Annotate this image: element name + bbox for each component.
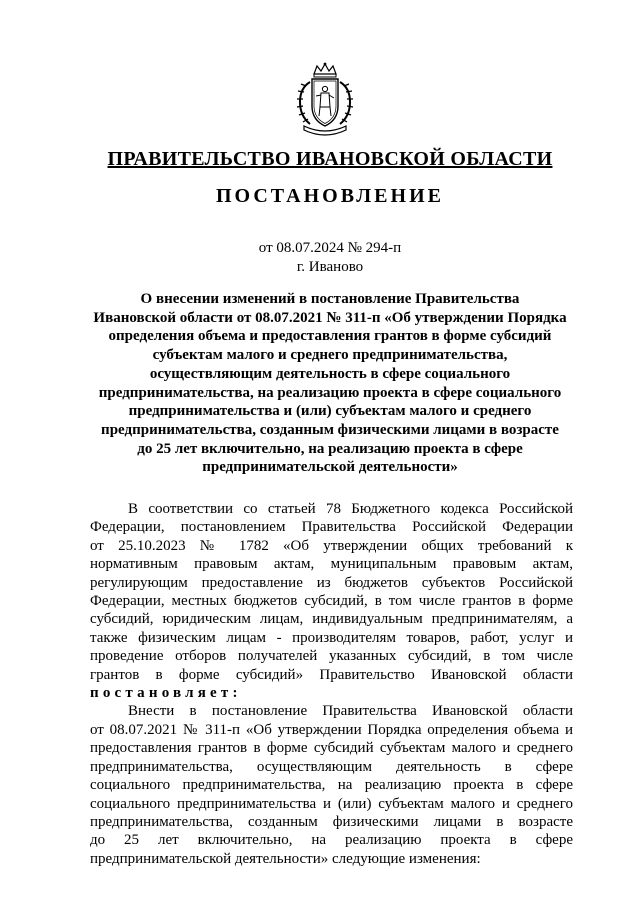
paragraph2-line: социального предпринимательства и (или) субъектам малого и среднего: [90, 795, 573, 812]
paragraph1-line: грантов в форме субсидий» Правительство Ивановской области: [90, 666, 573, 683]
paragraph1-line: Федерации, постановлением Правительства Российской Федерации: [90, 519, 573, 536]
ivanovo-coat-of-arms-icon: [290, 62, 360, 138]
resolves-line: [90, 684, 573, 702]
paragraph2-line: от 08.07.2021 № 311-п «Об утверждении Порядка определения объема и: [90, 721, 573, 738]
subject-line: Ивановской области от 08.07.2021 № 311-п «Об утверждении Порядка: [93, 309, 567, 326]
resolves-word: постановляет: [90, 685, 233, 702]
paragraph2-line: социального предпринимательства, на реализацию проекта в сфере: [90, 777, 573, 794]
paragraph1-line: регулирующим предоставление из бюджетов субъектов Российской: [90, 574, 573, 591]
paragraph1-line: нормативным правовым актам, муниципальным правовым актам,: [90, 556, 573, 573]
subject-line: предпринимательства, созданным физическими лицами в возрасте: [101, 421, 559, 438]
subject-line: предпринимательства и (или) субъектам малого и среднего: [128, 403, 532, 420]
subject-line: О внесении изменений в постановление Правительства: [140, 291, 520, 307]
subject-line: определения объема и предоставления грантов в форме субсидий: [108, 328, 552, 345]
document-body: [90, 500, 573, 868]
subject-line: предпринимательства, на реализацию проекта в сфере социального: [98, 384, 562, 401]
paragraph2-line: предоставления грантов в форме субсидий субъектам малого и среднего: [90, 740, 573, 757]
resolves-colon: :: [232, 685, 238, 702]
paragraph1-line: Федерации, местных бюджетов субсидий, в том числе грантов в форме: [90, 593, 573, 610]
paragraph1-line: от 25.10.2023 № 1782 «Об утверждении общих требований к: [90, 537, 573, 554]
paragraph1-line: субсидий, юридическим лицам, индивидуальным предпринимателям, а: [90, 611, 573, 628]
organization-title: ПРАВИТЕЛЬСТВО ИВАНОВСКОЙ ОБЛАСТИ: [107, 148, 553, 170]
paragraph1-line: В соответствии со статьей 78 Бюджетного кодекса Российской: [128, 501, 573, 517]
document-city: г. Иваново: [296, 259, 364, 275]
paragraph2-line: предпринимательства, осуществляющим деятельность в сфере: [90, 758, 573, 775]
paragraph1-line: проведение отборов получателей указанных субсидий, в том числе: [90, 648, 573, 665]
subject-line: предпринимательской деятельности»: [202, 459, 458, 476]
paragraph2-line: предпринимательства, созданным физическими лицами в возрасте: [90, 813, 573, 830]
document-subject: [86, 290, 574, 477]
subject-line: осуществляющим деятельность в сфере социального: [149, 365, 511, 382]
subject-line: субъектам малого и среднего предпринимательства,: [152, 347, 508, 364]
subject-line: до 25 лет включительно, на реализацию проекта в сфере: [137, 440, 523, 457]
paragraph1-line: также физическим лицам - производителям товаров, работ, услуг и: [90, 629, 573, 646]
document-date-number: от 08.07.2024 № 294-п: [258, 240, 402, 256]
paragraph2-line: до 25 лет включительно, на реализацию проекта в сфере: [90, 832, 573, 849]
paragraph2-line: предпринимательской деятельности» следующие изменения:: [90, 850, 481, 867]
document-type-title: ПОСТАНОВЛЕНИЕ: [216, 185, 444, 207]
paragraph2-line: Внести в постановление Правительства Ивановской области: [128, 703, 573, 720]
